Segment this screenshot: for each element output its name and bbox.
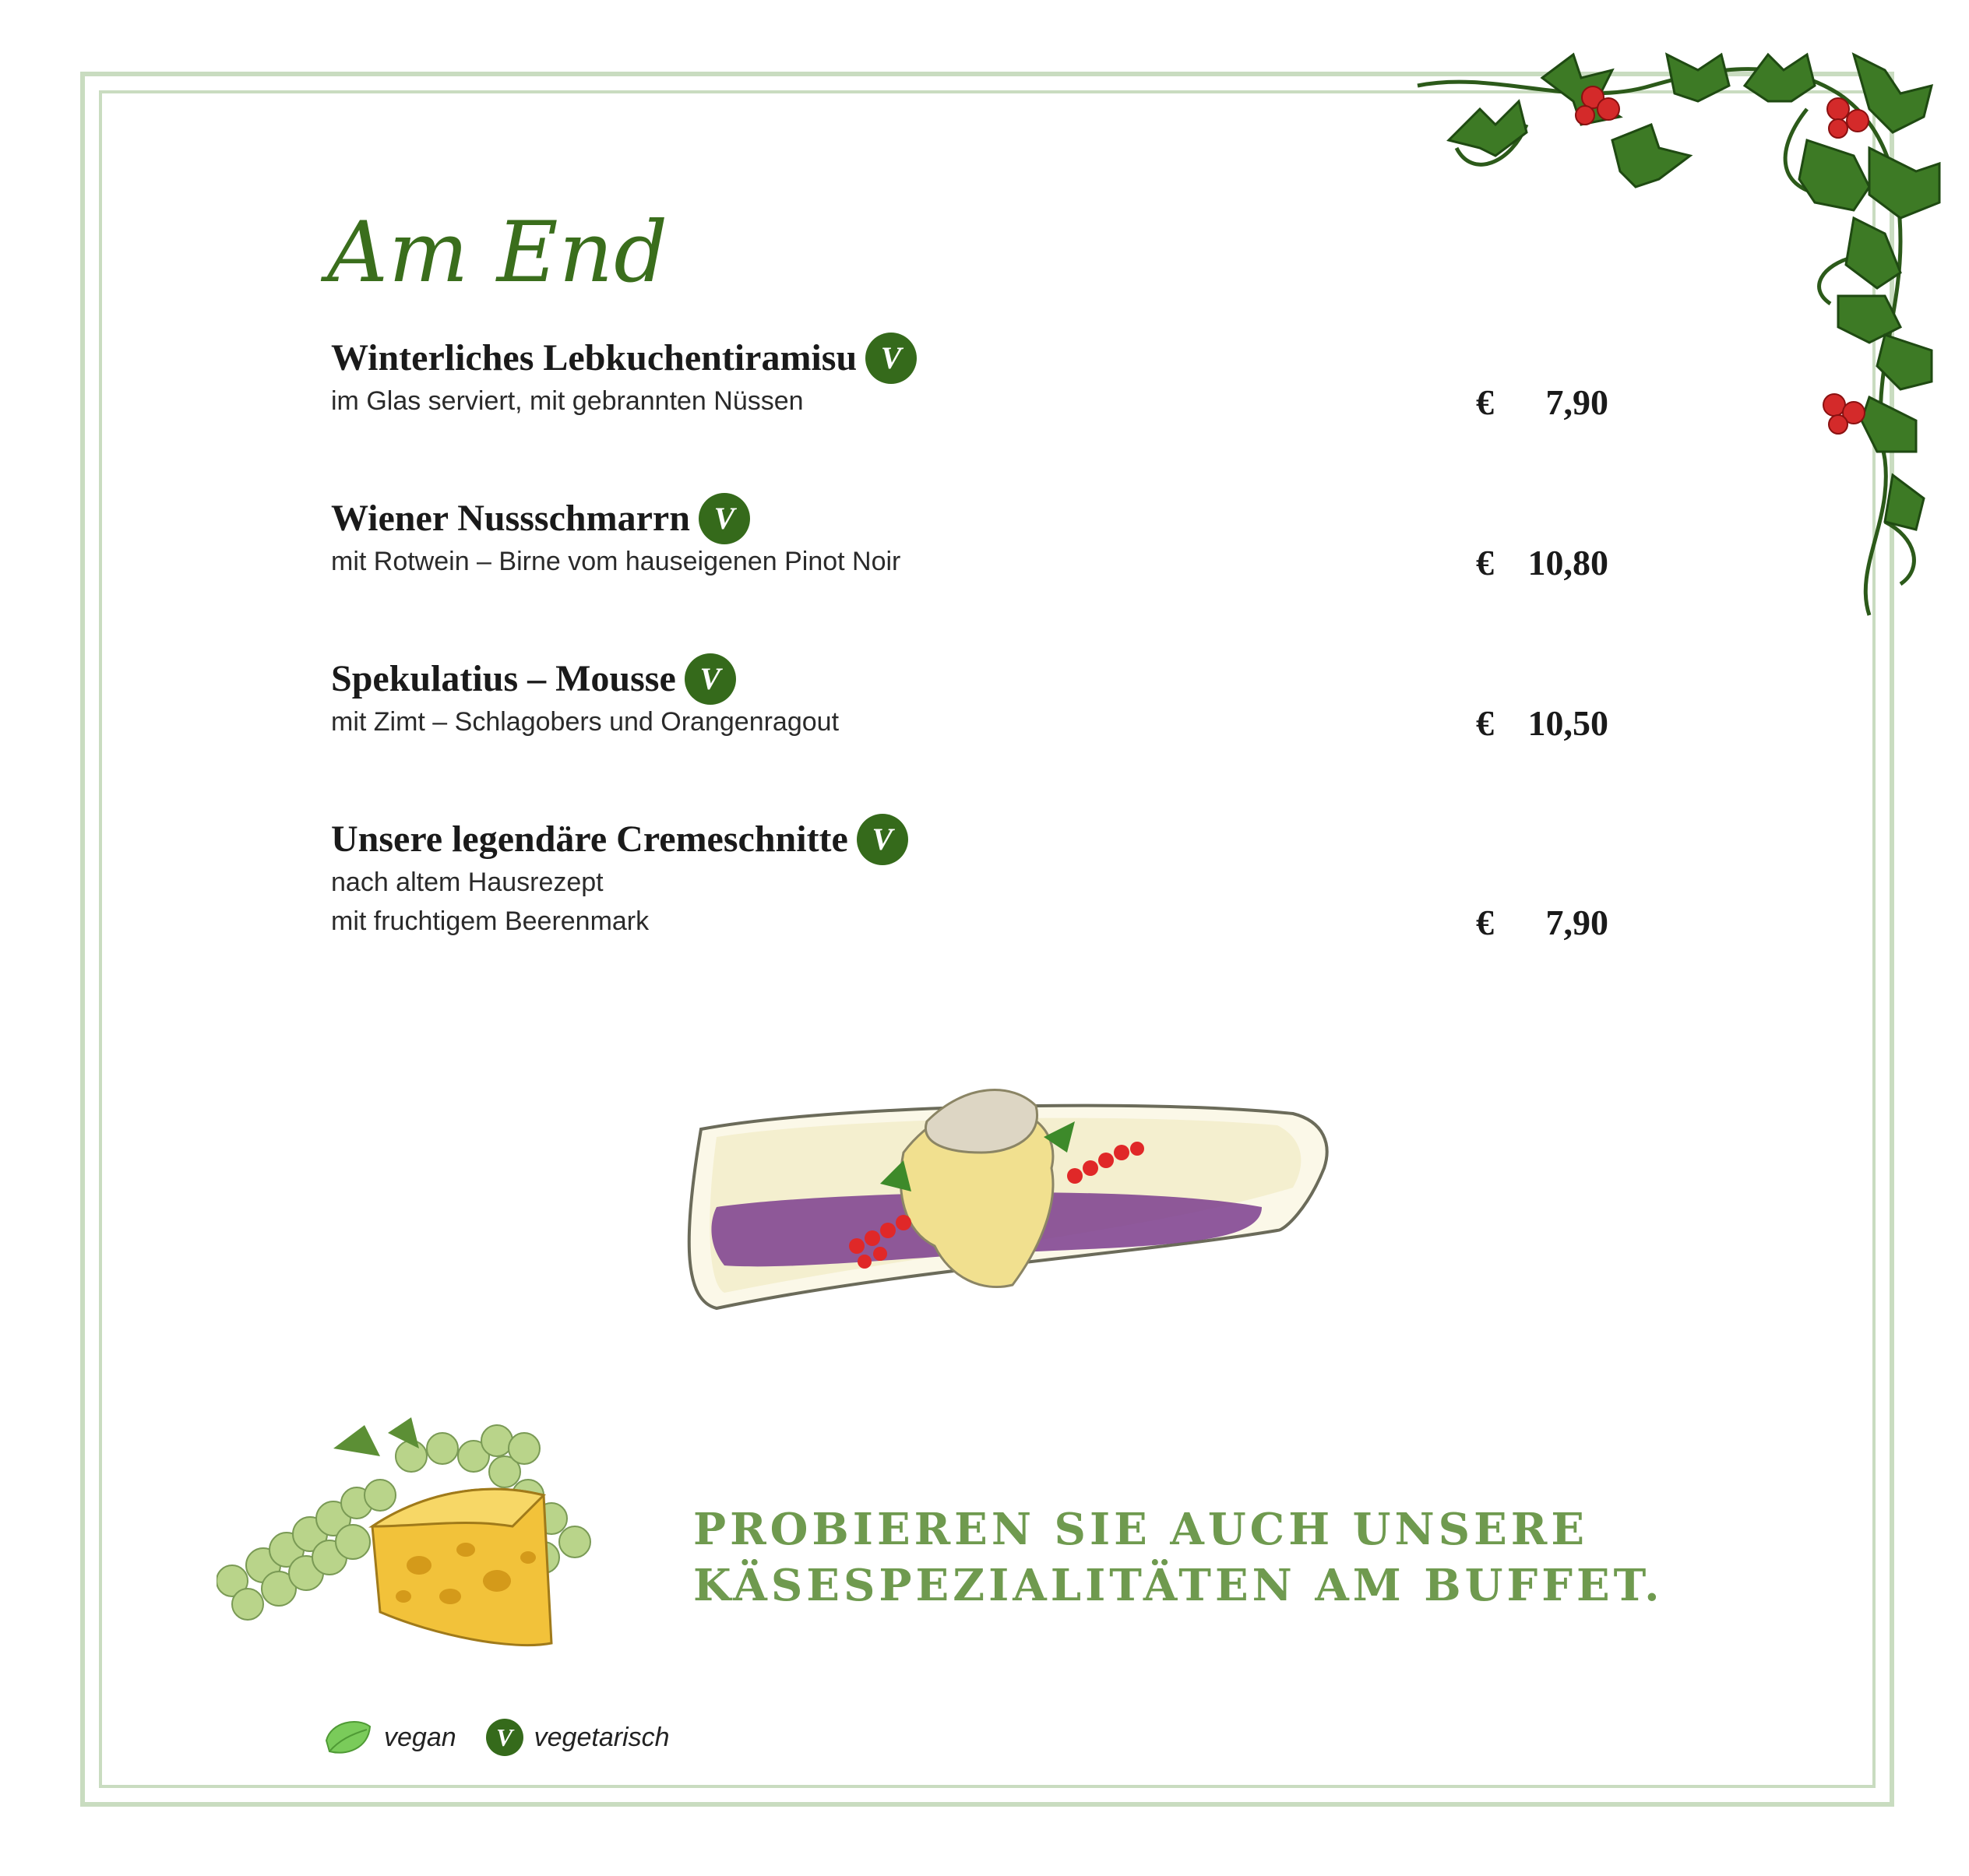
menu-item-description: mit Zimt – Schlagobers und Orangenragout [331,707,840,737]
menu-item-description: mit Rotwein – Birne vom hauseigenen Pinot Noir [331,547,901,576]
menu-item-name: Unsere legendäre Cremeschnitte V [331,816,906,863]
vegetarian-badge-icon: V [701,495,748,542]
vegetarian-badge-icon: V [859,816,906,863]
menu-item-description: mit fruchtigem Beerenmark [331,906,650,936]
menu-item-price: € 7,90 [1476,382,1608,422]
vegan-leaf-icon [323,1717,373,1758]
vegetarian-badge-icon: V [868,335,914,382]
menu-item-name: Spekulatius – Mousse V [331,656,734,702]
menu-item-name: Wiener Nussschmarrn V [331,495,748,542]
menu-item-price: € 10,80 [1476,543,1608,583]
vegetarian-badge-icon: V [687,656,734,702]
dessert-plate-illustration [670,1051,1340,1347]
menu-item-description: im Glas serviert, mit gebrannten Nüssen [331,386,804,416]
page-title: Am End [327,204,669,301]
legend-vegan-label: vegan [384,1722,456,1752]
cheese-grapes-illustration [217,1410,622,1659]
diet-legend [323,1717,670,1758]
menu-item [331,335,1608,421]
menu-item-name: Winterliches Lebkuchentiramisu V [331,335,914,382]
menu-item [331,816,1608,941]
menu-item-price: € 7,90 [1476,903,1608,942]
vegetarian-badge-icon: V [486,1719,523,1756]
legend-vegetarian-label: vegetarisch [534,1722,670,1752]
menu-item [331,656,1608,741]
menu-item [331,495,1608,581]
menu-item-price: € 10,50 [1476,703,1608,743]
menu-item-description: nach altem Hausrezept [331,868,604,897]
cheese-buffet-promo: PROBIEREN SIE AUCH UNSERE KÄSESPEZIALITÄTEN AM BUFFET. [693,1504,1664,1611]
